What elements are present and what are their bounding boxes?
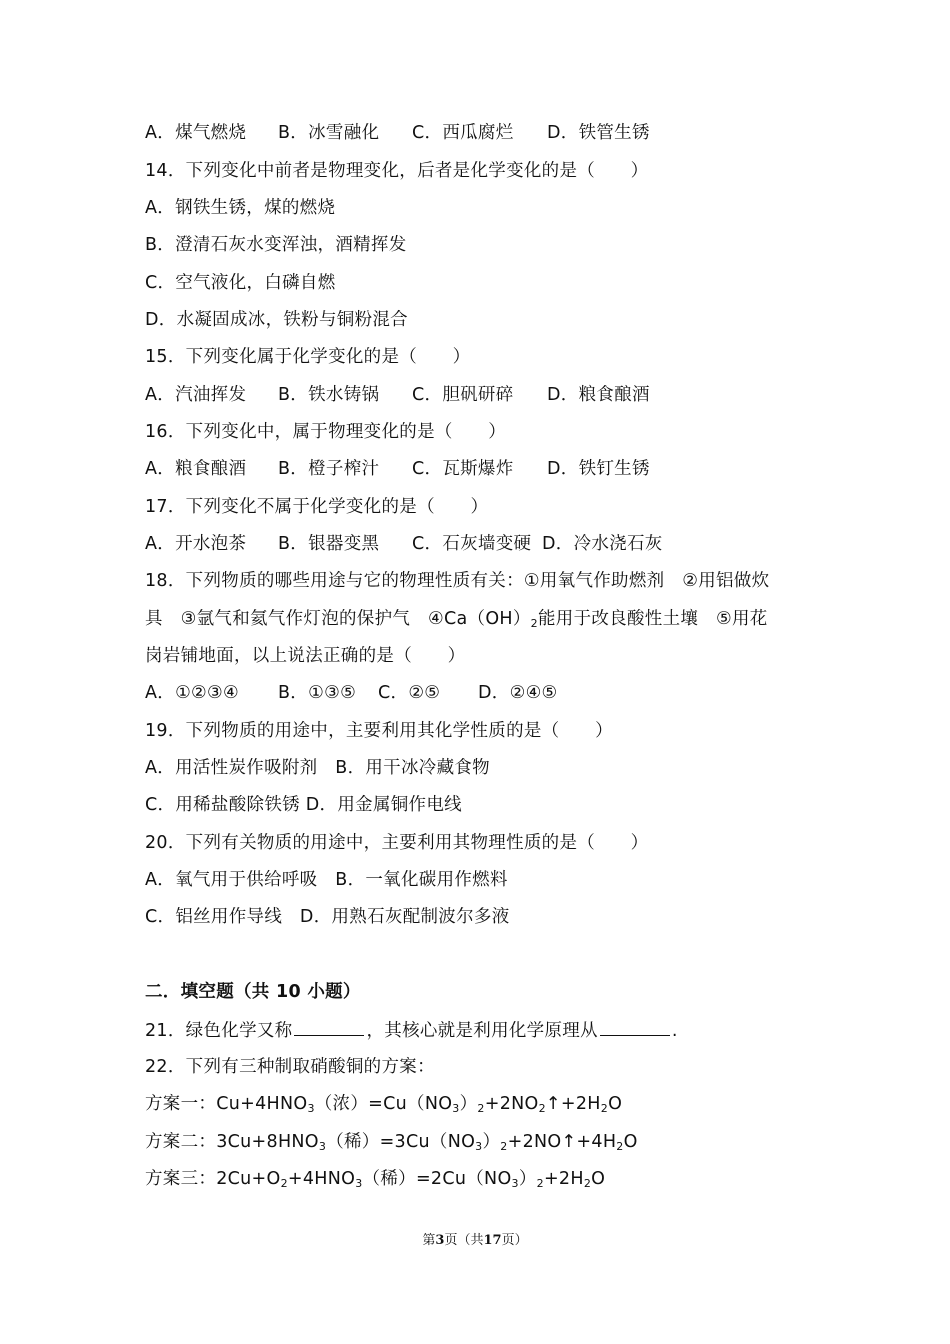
page-number: 3 [435,1233,445,1248]
q18-stem-line3: 岗岩铺地面，以上说法正确的是（ ） [145,646,466,666]
option-d: D．②④⑤ [478,683,558,703]
option-b: B．铁水铸锅 [278,385,380,405]
q16-stem: 16．下列变化中，属于物理变化的是（ ） [145,422,507,442]
option-d: D．冷水浇石灰 [542,534,663,554]
q19-options-ab: A．用活性炭作吸附剂 B．用干冰冷藏食物 [145,758,490,778]
q17-options [145,532,663,556]
option-c: C．胆矾研碎 [412,385,514,405]
q21-stem: 21．绿色化学又称 ，其核心就是利用化学原理从 . [145,1017,678,1043]
q14-stem: 14．下列变化中前者是物理变化，后者是化学变化的是（ ） [145,161,649,181]
q20-stem: 20．下列有关物质的用途中，主要利用其物理性质的是（ ） [145,833,649,853]
option-b: B．银器变黑 [278,534,380,554]
q22-plan-1: 方案一：$Cu+4HNO_3$（浓）$=Cu(NO_3)_2+2NO_2↑+2H_2O$ [145,1094,623,1115]
q14-option-a: A．钢铁生锈，煤的燃烧 [145,198,336,218]
option-b: B．橙子榨汁 [278,459,380,479]
q14-option-d: D．水凝固成冰，铁粉与铜粉混合 [145,310,408,330]
option-c: C．石灰墙变硬 [412,534,532,554]
option-a: A．煤气燃烧 [145,123,247,143]
total-pages: 17 [483,1233,502,1248]
q22-plan-3: 方案三：$2Cu+O_2+4HNO_3$（稀）$=2Cu(NO_3)_2+2H_2O$ [145,1169,606,1190]
q20-options-ab: A．氧气用于供给呼吸 B．一氧化碳用作燃料 [145,870,508,890]
option-b: B．①③⑤ [278,683,357,703]
q14-option-c: C．空气液化，白磷自燃 [145,273,336,293]
q18-stem-line2: 具 ③氩气和氦气作灯泡的保护气 $④Ca(OH)_2$能用于改良酸性土壤 ⑤用花 [145,609,768,630]
option-c: C．②⑤ [378,683,441,703]
option-a: A．开水泡茶 [145,534,247,554]
option-a: A．汽油挥发 [145,385,247,405]
option-a: A．粮食酿酒 [145,459,247,479]
option-c: C．西瓜腐烂 [412,123,514,143]
option-b: B．冰雪融化 [278,123,380,143]
q19-options-cd: C．用稀盐酸除铁锈 D．用金属铜作电线 [145,795,462,815]
q20-options-cd: C．铝丝用作导线 D．用熟石灰配制波尔多液 [145,907,510,927]
q18-options [145,681,558,705]
option-d: D．粮食酿酒 [547,385,650,405]
q15-options [145,383,650,407]
q19-stem: 19．下列物质的用途中，主要利用其化学性质的是（ ） [145,721,613,741]
option-a: A．①②③④ [145,683,240,703]
q13-options [145,121,650,145]
q16-options [145,457,650,481]
q22-stem: 22．下列有三种制取硝酸铜的方案： [145,1057,435,1077]
answer-blank-1[interactable] [294,1017,364,1036]
option-d: D．铁钉生锈 [547,459,650,479]
q18-stem-line1: 18．下列物质的哪些用途与它的物理性质有关：①用氧气作助燃剂 ②用铝做炊 [145,571,770,591]
page-footer: 第3页（共17页） [422,1233,528,1248]
q22-plan-2: 方案二：$3Cu+8HNO_3$（稀）$=3Cu(NO_3)_2+2NO↑+4H_2O$ [145,1132,638,1153]
section-heading: 二．填空题（共 10 小题） [145,982,361,1002]
q14-option-b: B．澄清石灰水变浑浊，酒精挥发 [145,235,407,255]
option-d: D．铁管生锈 [547,123,650,143]
q15-stem: 15．下列变化属于化学变化的是（ ） [145,347,471,367]
answer-blank-2[interactable] [600,1017,670,1036]
option-c: C．瓦斯爆炸 [412,459,514,479]
q17-stem: 17．下列变化不属于化学变化的是（ ） [145,497,489,517]
